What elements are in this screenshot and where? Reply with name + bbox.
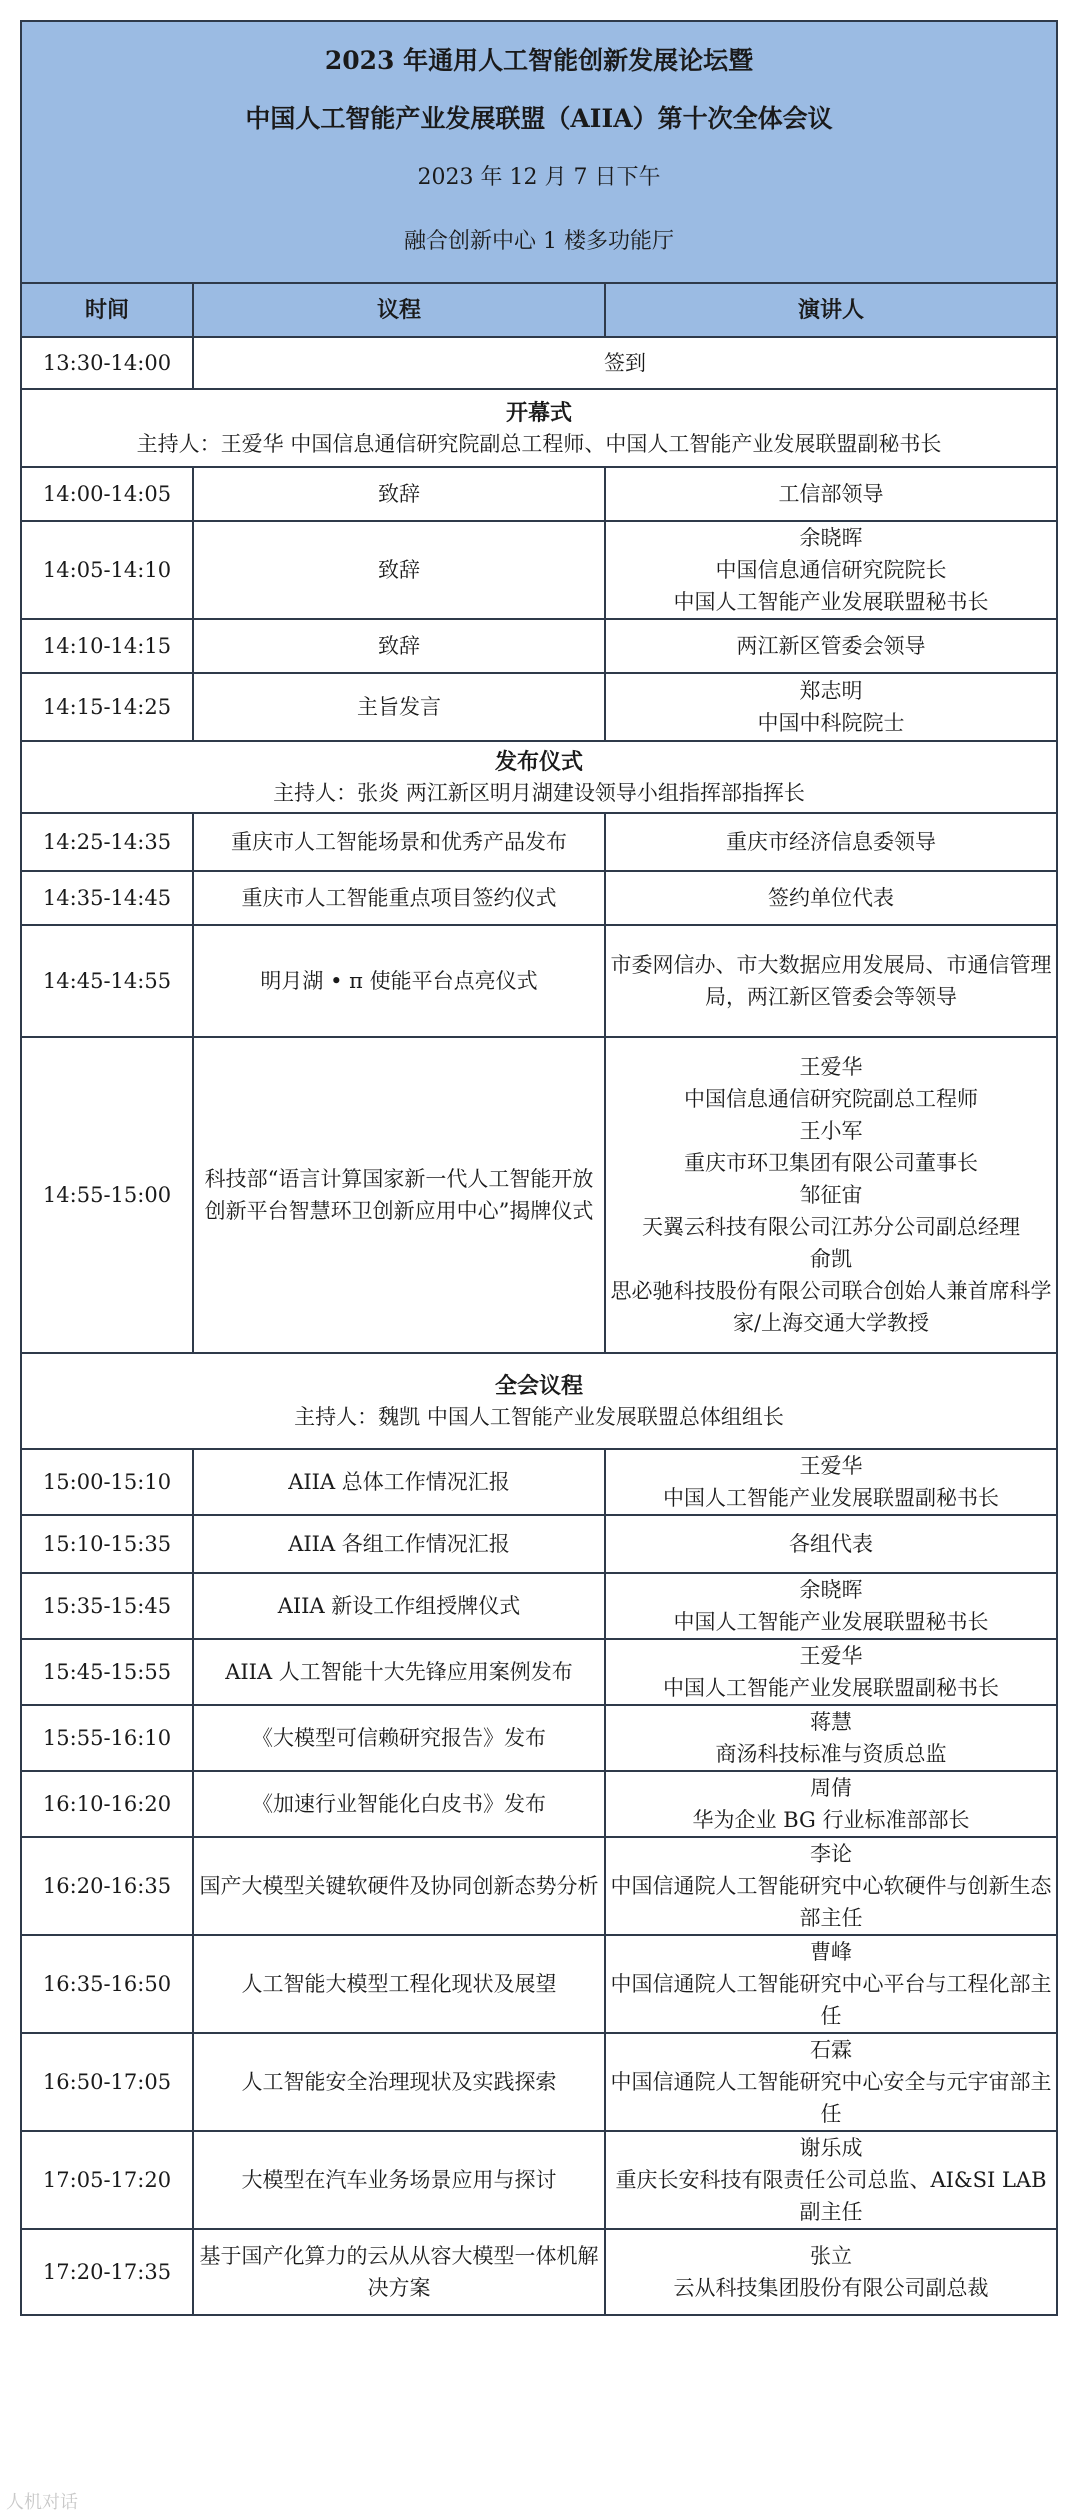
agenda-time: 14:35-14:45 <box>21 871 193 925</box>
speaker-line: 市委网信办、市大数据应用发展局、市通信管理局，两江新区管委会等领导 <box>610 953 1052 1009</box>
agenda-speaker <box>605 1449 1057 1515</box>
agenda-header <box>20 20 1058 282</box>
agenda-speaker <box>605 1639 1057 1705</box>
agenda-item: 主旨发言 <box>193 673 605 741</box>
agenda-time: 17:05-17:20 <box>21 2131 193 2229</box>
speaker-line: 王爱华 <box>799 1644 863 1668</box>
agenda-time: 14:45-14:55 <box>21 925 193 1037</box>
agenda-speaker <box>605 521 1057 619</box>
agenda-speaker <box>605 2229 1057 2315</box>
agenda-item: 《加速行业智能化白皮书》发布 <box>193 1771 605 1837</box>
column-header-agenda: 议程 <box>193 283 605 337</box>
agenda-speaker <box>605 467 1057 521</box>
agenda-row <box>21 871 1057 925</box>
agenda-item: 致辞 <box>193 521 605 619</box>
section-header-row <box>21 1353 1057 1449</box>
checkin-label: 签到 <box>193 337 1057 389</box>
speaker-line: 中国信通院人工智能研究中心平台与工程化部主任 <box>610 1972 1052 2028</box>
agenda-row <box>21 1935 1057 2033</box>
agenda-item: 大模型在汽车业务场景应用与探讨 <box>193 2131 605 2229</box>
agenda-item: 国产大模型关键软硬件及协同创新态势分析 <box>193 1837 605 1935</box>
agenda-item: 人工智能大模型工程化现状及展望 <box>193 1935 605 2033</box>
agenda-row <box>21 813 1057 871</box>
column-header-row <box>21 283 1057 337</box>
agenda-row <box>21 1037 1057 1353</box>
agenda-item: 人工智能安全治理现状及实践探索 <box>193 2033 605 2131</box>
agenda-row <box>21 1639 1057 1705</box>
agenda-item: 科技部“语言计算国家新一代人工智能开放创新平台智慧环卫创新应用中心”揭牌仪式 <box>193 1037 605 1353</box>
agenda-row <box>21 1837 1057 1935</box>
speaker-line: 郑志明 <box>799 679 863 703</box>
speaker-line: 中国人工智能产业发展联盟副秘书长 <box>663 1676 999 1700</box>
section-host: 主持人：魏凯 中国人工智能产业发展联盟总体组组长 <box>294 1405 784 1429</box>
speaker-line: 张立 <box>810 2244 852 2268</box>
agenda-time: 16:20-16:35 <box>21 1837 193 1935</box>
section-header-row <box>21 389 1057 467</box>
agenda-time: 15:45-15:55 <box>21 1639 193 1705</box>
agenda-table <box>20 282 1058 2316</box>
meeting-date: 2023 年 12 月 7 日下午 <box>417 165 661 190</box>
speaker-line: 余晓晖 <box>799 1578 863 1602</box>
speaker-line: 石霖 <box>810 2038 852 2062</box>
agenda-time: 14:15-14:25 <box>21 673 193 741</box>
agenda-time: 14:55-15:00 <box>21 1037 193 1353</box>
agenda-speaker <box>605 1037 1057 1353</box>
checkin-time: 13:30-14:00 <box>21 337 193 389</box>
speaker-line: 曹峰 <box>810 1940 852 1964</box>
agenda-row <box>21 2131 1057 2229</box>
agenda-item: 明月湖 • π 使能平台点亮仪式 <box>193 925 605 1037</box>
agenda-item: 重庆市人工智能重点项目签约仪式 <box>193 871 605 925</box>
agenda-row <box>21 1705 1057 1771</box>
agenda-speaker <box>605 1705 1057 1771</box>
agenda-speaker <box>605 1837 1057 1935</box>
agenda-item: 基于国产化算力的云从从容大模型一体机解决方案 <box>193 2229 605 2315</box>
agenda-time: 14:10-14:15 <box>21 619 193 673</box>
agenda-speaker <box>605 619 1057 673</box>
agenda-row <box>21 1449 1057 1515</box>
agenda-item: AIIA 新设工作组授牌仪式 <box>193 1573 605 1639</box>
agenda-time: 16:35-16:50 <box>21 1935 193 2033</box>
speaker-line: 蒋慧 <box>810 1710 852 1734</box>
speaker-line: 邹征宙 <box>799 1183 863 1207</box>
agenda-time: 17:20-17:35 <box>21 2229 193 2315</box>
agenda-item: 《大模型可信赖研究报告》发布 <box>193 1705 605 1771</box>
speaker-line: 俞凯 <box>810 1247 852 1271</box>
section-header <box>21 741 1057 813</box>
section-host: 主持人：王爱华 中国信息通信研究院副总工程师、中国人工智能产业发展联盟副秘书长 <box>136 432 942 456</box>
agenda-row <box>21 2229 1057 2315</box>
agenda-speaker <box>605 673 1057 741</box>
agenda-speaker <box>605 925 1057 1037</box>
agenda-row <box>21 673 1057 741</box>
speaker-line: 李论 <box>810 1842 852 1866</box>
agenda-row <box>21 1515 1057 1573</box>
speaker-line: 中国信通院人工智能研究中心安全与元宇宙部主任 <box>610 2070 1052 2126</box>
speaker-line: 重庆市环卫集团有限公司董事长 <box>684 1151 978 1175</box>
agenda-row <box>21 1573 1057 1639</box>
speaker-line: 各组代表 <box>789 1532 873 1556</box>
agenda-time: 14:25-14:35 <box>21 813 193 871</box>
speaker-line: 中国人工智能产业发展联盟秘书长 <box>673 590 989 614</box>
section-header <box>21 389 1057 467</box>
speaker-line: 中国中科院院士 <box>757 711 905 735</box>
speaker-line: 周倩 <box>810 1776 852 1800</box>
section-header-row <box>21 741 1057 813</box>
agenda-row <box>21 521 1057 619</box>
speaker-line: 签约单位代表 <box>768 886 894 910</box>
section-title: 全会议程 <box>494 1373 583 1399</box>
agenda-row <box>21 1771 1057 1837</box>
agenda-speaker <box>605 2033 1057 2131</box>
agenda-item: 致辞 <box>193 619 605 673</box>
section-title: 开幕式 <box>505 400 572 426</box>
agenda-row <box>21 925 1057 1037</box>
agenda-item: AIIA 各组工作情况汇报 <box>193 1515 605 1573</box>
meeting-venue: 融合创新中心 1 楼多功能厅 <box>404 229 674 254</box>
section-header <box>21 1353 1057 1449</box>
agenda-time: 16:10-16:20 <box>21 1771 193 1837</box>
agenda-speaker <box>605 871 1057 925</box>
column-header-time: 时间 <box>21 283 193 337</box>
speaker-line: 余晓晖 <box>799 526 863 550</box>
speaker-line: 商汤科技标准与资质总监 <box>715 1742 947 1766</box>
speaker-line: 天翼云科技有限公司江苏分公司副总经理 <box>642 1215 1020 1239</box>
meeting-title: 中国人工智能产业发展联盟（AIIA）第十次全体会议 <box>245 104 833 133</box>
speaker-line: 谢乐成 <box>799 2136 863 2160</box>
agenda-time: 16:50-17:05 <box>21 2033 193 2131</box>
speaker-line: 中国信通院人工智能研究中心软硬件与创新生态部主任 <box>610 1874 1052 1930</box>
agenda-time: 15:10-15:35 <box>21 1515 193 1573</box>
speaker-line: 王小军 <box>799 1119 863 1143</box>
agenda-speaker <box>605 1771 1057 1837</box>
agenda-item: AIIA 总体工作情况汇报 <box>193 1449 605 1515</box>
agenda-row <box>21 2033 1057 2131</box>
agenda-item: 致辞 <box>193 467 605 521</box>
agenda-speaker <box>605 1515 1057 1573</box>
speaker-line: 中国人工智能产业发展联盟副秘书长 <box>663 1486 999 1510</box>
agenda-row <box>21 467 1057 521</box>
speaker-line: 工信部领导 <box>778 482 884 506</box>
agenda-item: AIIA 人工智能十大先锋应用案例发布 <box>193 1639 605 1705</box>
agenda-speaker <box>605 2131 1057 2229</box>
agenda-time: 14:00-14:05 <box>21 467 193 521</box>
agenda-speaker <box>605 1573 1057 1639</box>
checkin-row <box>21 337 1057 389</box>
forum-title: 2023 年通用人工智能创新发展论坛暨 <box>324 46 754 75</box>
agenda-time: 14:05-14:10 <box>21 521 193 619</box>
watermark: 人机对话 <box>6 2492 78 2513</box>
speaker-line: 王爱华 <box>799 1055 863 1079</box>
speaker-line: 中国信息通信研究院副总工程师 <box>684 1087 978 1111</box>
column-header-speaker: 演讲人 <box>605 283 1057 337</box>
speaker-line: 两江新区管委会领导 <box>736 634 926 658</box>
agenda-item: 重庆市人工智能场景和优秀产品发布 <box>193 813 605 871</box>
agenda-sheet <box>20 20 1058 2316</box>
speaker-line: 中国人工智能产业发展联盟秘书长 <box>673 1610 989 1634</box>
agenda-time: 15:00-15:10 <box>21 1449 193 1515</box>
speaker-line: 重庆市经济信息委领导 <box>726 830 936 854</box>
section-host: 主持人：张炎 两江新区明月湖建设领导小组指挥部指挥长 <box>273 781 805 805</box>
speaker-line: 思必驰科技股份有限公司联合创始人兼首席科学家/上海交通大学教授 <box>610 1279 1052 1335</box>
speaker-line: 中国信息通信研究院院长 <box>715 558 947 582</box>
agenda-speaker <box>605 1935 1057 2033</box>
agenda-speaker <box>605 813 1057 871</box>
speaker-line: 王爱华 <box>799 1454 863 1478</box>
speaker-line: 云从科技集团股份有限公司副总裁 <box>673 2276 989 2300</box>
agenda-row <box>21 619 1057 673</box>
section-title: 发布仪式 <box>494 749 583 775</box>
speaker-line: 华为企业 BG 行业标准部部长 <box>692 1808 970 1832</box>
speaker-line: 重庆长安科技有限责任公司总监、AI&SI LAB 副主任 <box>615 2168 1047 2224</box>
agenda-time: 15:35-15:45 <box>21 1573 193 1639</box>
agenda-time: 15:55-16:10 <box>21 1705 193 1771</box>
